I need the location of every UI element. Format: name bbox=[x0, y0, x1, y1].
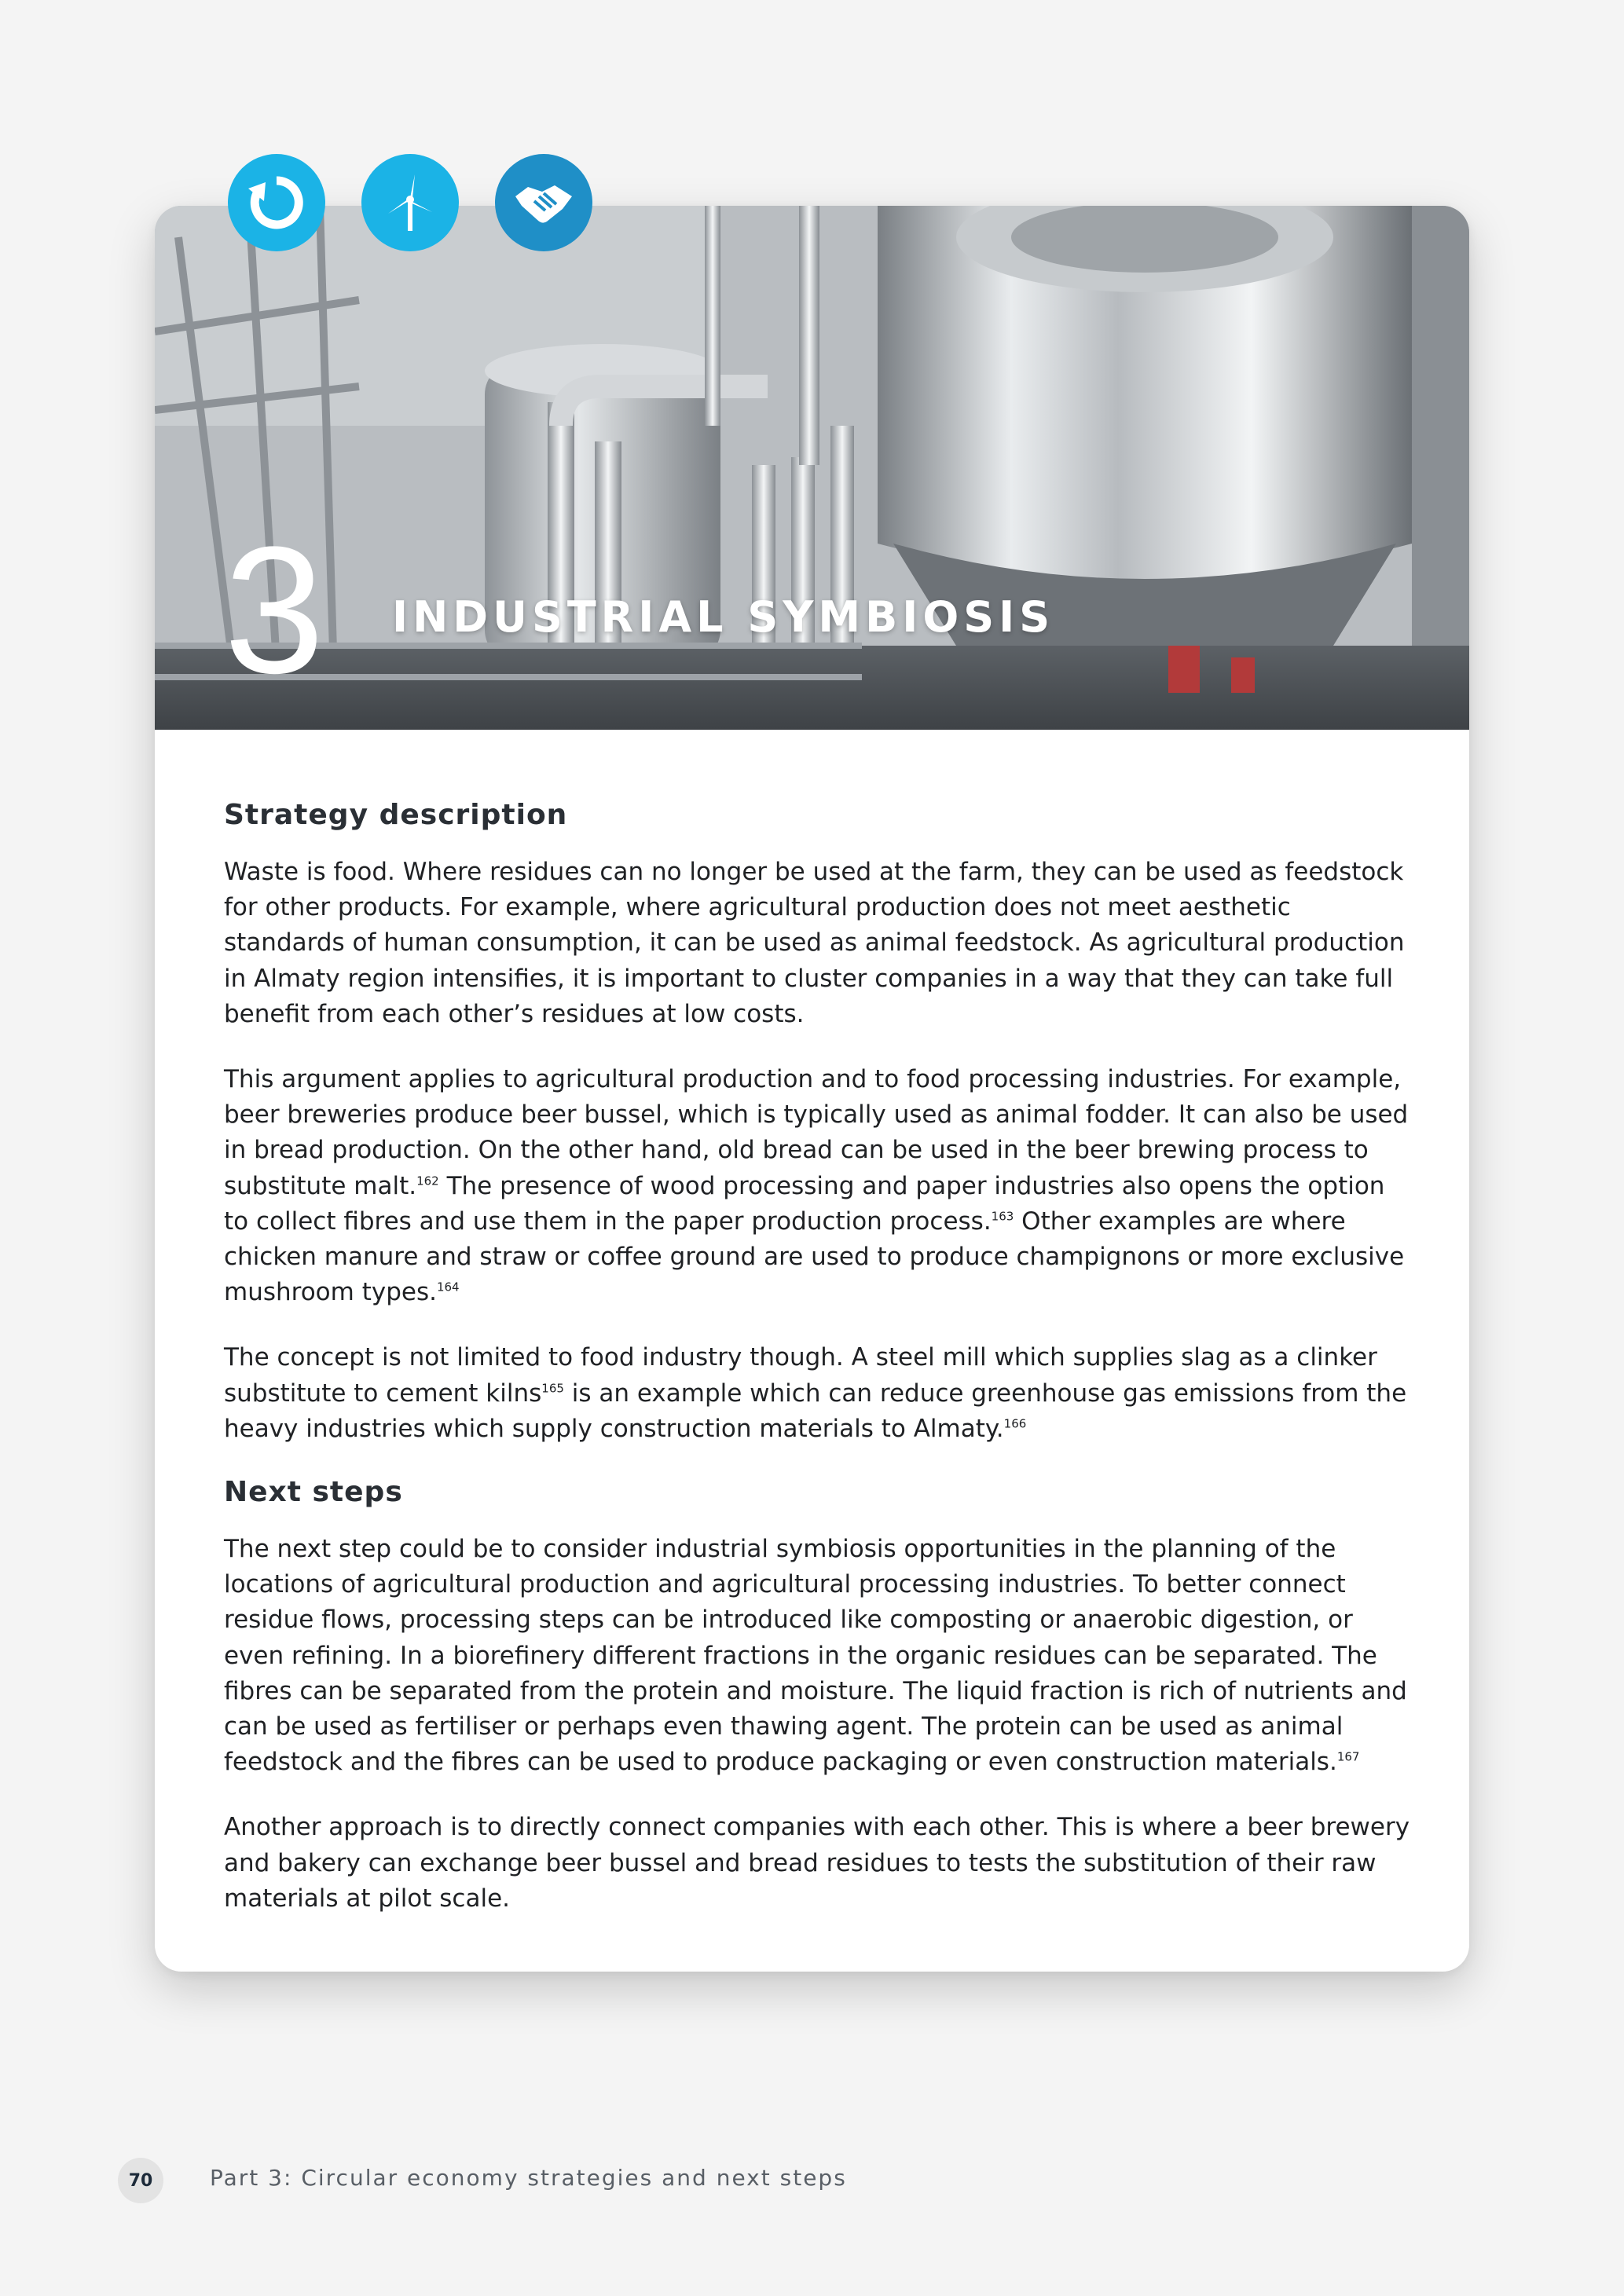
text-run: The next step could be to consider industrial symbiosis opportunities in the planning of the locations of agricultural production and agricultural processing industries. To better connect residue flows, processing steps can be introduced like composting or anaerobic digestion, or even refining. In a biorefinery different fractions in the organic residues can be separated. The fibres can be separated from the protein and moisture. The liquid fraction is rich of nutrients and can be used as fertiliser or perhaps even thawing agent. The protein can be used as animal feedstock and the fibres can be used to produce packaging or even construction materials. bbox=[224, 1535, 1407, 1777]
footnote-ref[interactable]: 167 bbox=[1336, 1749, 1360, 1764]
chapter-content bbox=[224, 795, 1410, 1946]
text-run: The concept is not limited to food industry though. A steel mill which supplies slag as a clinker substitute to cement kilns bbox=[224, 1343, 1377, 1408]
text-run: The presence of wood processing and paper industries also opens the option to collect fibres and use them in the paper production process. bbox=[224, 1171, 1385, 1236]
strategy-paragraph-1: Waste is food. Where residues can no longer be used at the farm, they can be used as feedstock for other products. For example, where agricultural production does not meet aesthetic standards of human consumption, it can be used as animal feedstock. As agricultural production in Almaty region intensifies, it is important to cluster companies in a way that they can take full benefit from each other’s residues at low costs. bbox=[224, 858, 1405, 1028]
handshake-icon bbox=[495, 154, 592, 251]
footer-section-label: Part 3: Circular economy strategies and next steps bbox=[210, 2165, 847, 2191]
strategy-paragraph-3 bbox=[224, 1340, 1410, 1447]
footnote-ref[interactable]: 165 bbox=[541, 1381, 564, 1396]
footnote-ref[interactable]: 162 bbox=[416, 1174, 439, 1188]
footnote-ref[interactable]: 166 bbox=[1003, 1416, 1027, 1431]
text-run: Other examples are where chicken manure and straw or coffee ground are used to produce champignons or more exclusive mushroom types. bbox=[224, 1207, 1405, 1307]
section-title: INDUSTRIAL SYMBIOSIS bbox=[392, 592, 1055, 642]
footnote-ref[interactable]: 164 bbox=[436, 1280, 460, 1294]
wind-turbine-icon bbox=[361, 154, 459, 251]
page-number-badge: 70 bbox=[118, 2158, 163, 2203]
next-steps-heading: Next steps bbox=[224, 1476, 403, 1509]
industrial-tanks-illustration bbox=[155, 206, 1469, 730]
strategy-heading: Strategy description bbox=[224, 799, 568, 831]
text-run: is an example which can reduce greenhouse gas emissions from the heavy industries which supply construction materials to Almaty. bbox=[224, 1379, 1407, 1443]
circular-arrow-icon bbox=[228, 154, 325, 251]
next-steps-paragraph-1 bbox=[224, 1532, 1410, 1780]
strategy-paragraph-2 bbox=[224, 1062, 1410, 1310]
footnote-ref[interactable]: 163 bbox=[991, 1209, 1014, 1224]
hero-image bbox=[155, 206, 1469, 730]
section-number: 3 bbox=[224, 509, 320, 711]
next-steps-paragraph-2: Another approach is to directly connect companies with each other. This is where a beer brewery and bakery can exchange beer bussel and bread residues to tests the substitution of their raw materials at pilot scale. bbox=[224, 1813, 1410, 1913]
text-run: This argument applies to agricultural production and to food processing industries. For example, beer breweries produce beer bussel, which is typically used as animal fodder. It can also be used in bread production. On the other hand, old bread can be used in the beer brewing process to substitute malt. bbox=[224, 1065, 1409, 1200]
